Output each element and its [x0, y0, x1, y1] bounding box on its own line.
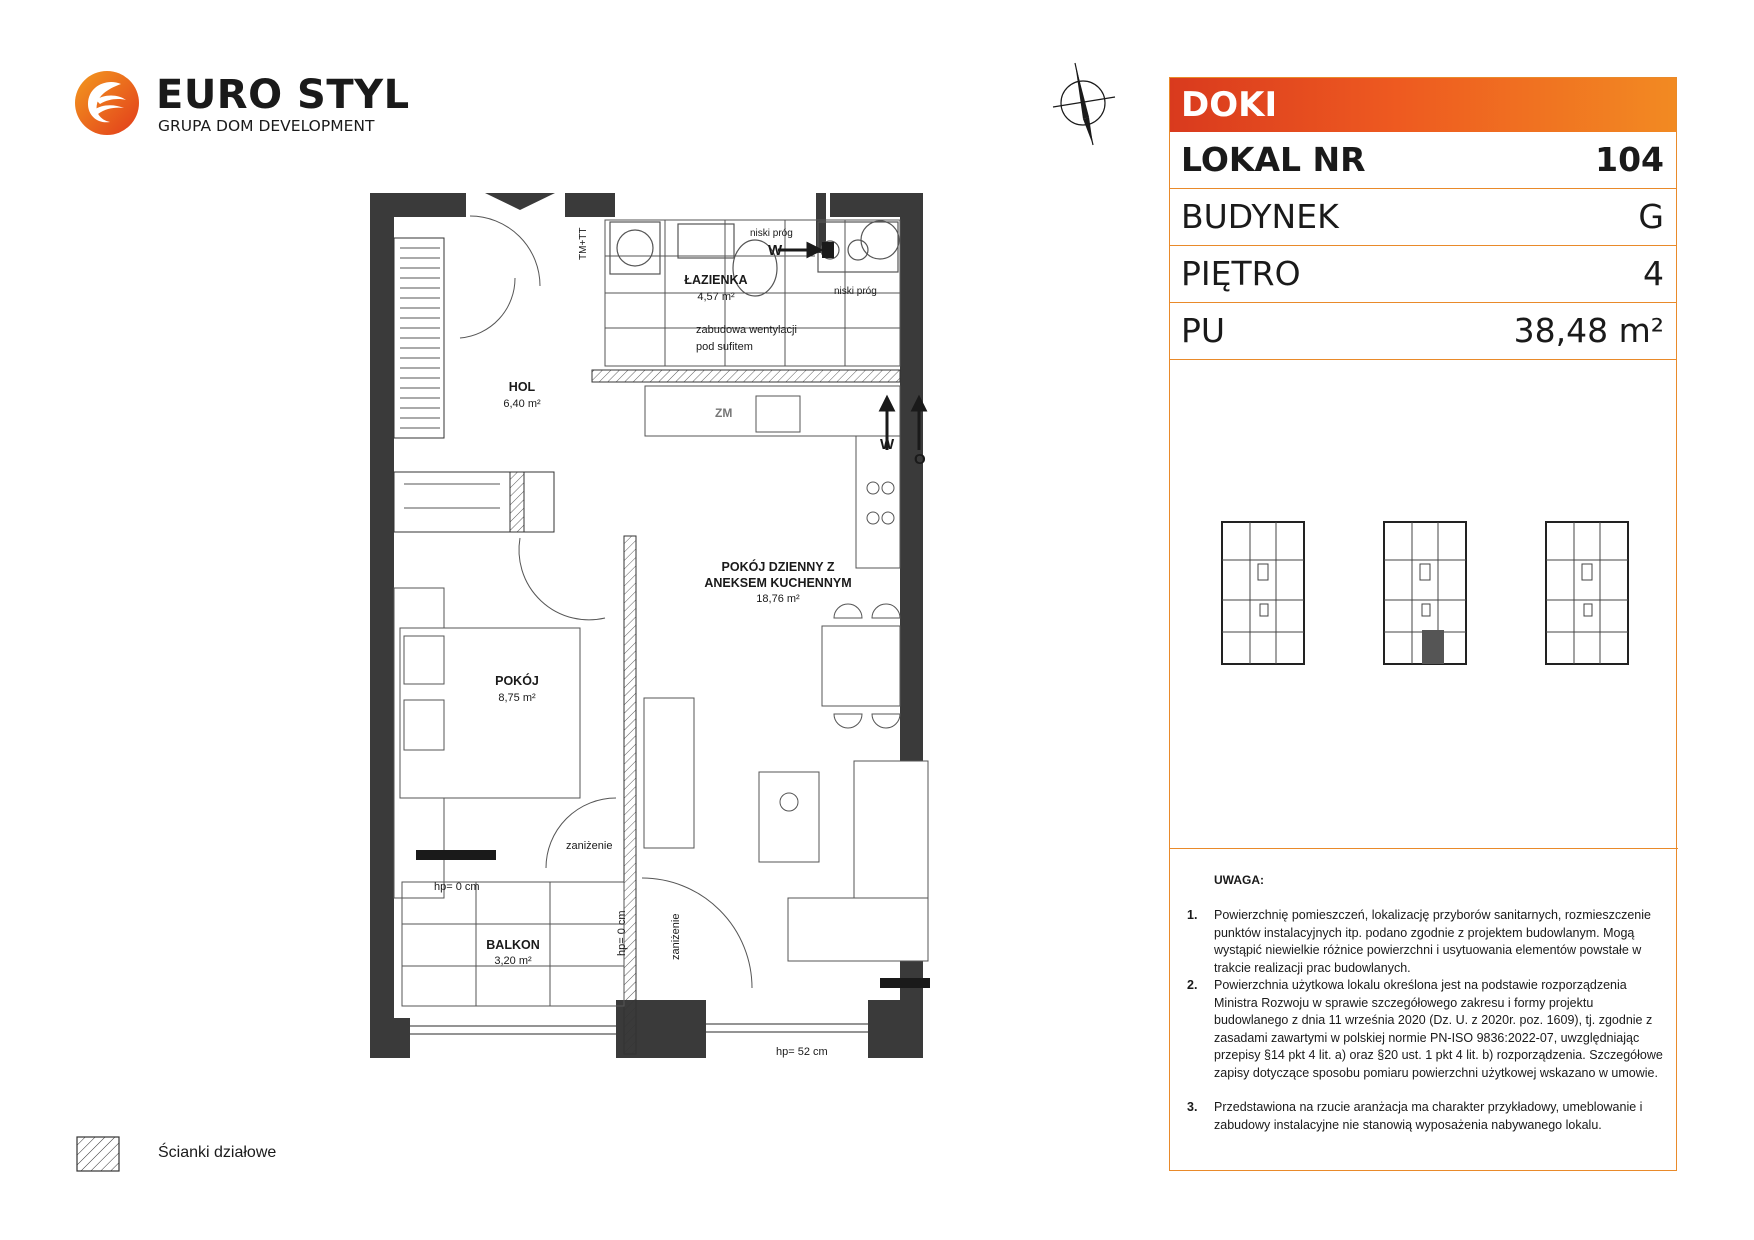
note-zanizenie-1: zaniżenie [566, 840, 613, 852]
note-w-2: W [880, 436, 895, 453]
notes-title: UWAGA: [1214, 873, 1264, 887]
note-zabudowa-1: zabudowa wentylacji [696, 324, 797, 336]
hatch-swatch-icon [76, 1136, 120, 1172]
note-item [1187, 977, 1664, 1082]
brand-name: EURO STYL [156, 72, 410, 118]
floor-plan [360, 188, 970, 1068]
note-number: 3. [1187, 1100, 1198, 1114]
note-number: 1. [1187, 908, 1198, 922]
info-value-pu: 38,48 m² [1513, 311, 1664, 350]
note-niski-prog-1: niski próg [750, 228, 793, 239]
note-number: 2. [1187, 978, 1198, 992]
note-item [1187, 907, 1664, 977]
brand-subtitle: GRUPA DOM DEVELOPMENT [158, 117, 375, 135]
room-lazienka-name: ŁAZIENKA [684, 273, 748, 287]
note-o-1: O [914, 451, 926, 468]
note-tm-tt: TM+TT [578, 227, 589, 260]
note-niski-prog-2: niski próg [834, 286, 877, 297]
note-zanizenie-2: zaniżenie [670, 913, 682, 960]
info-label-budynek: BUDYNEK [1181, 197, 1339, 236]
note-hp-52: hp= 52 cm [776, 1046, 828, 1058]
info-value-lokal: 104 [1595, 140, 1664, 179]
note-text: Powierzchnię pomieszczeń, lokalizację przyborów sanitarnych, rozmieszczenie punktów instalacyjnych itp. podano zgodnie z projektem budowlanym. Mogą wystąpić niewielkie różnice powierzchni i usytuowania elementów powstałe w trakcie realizacji prac budowlanych. [1214, 908, 1651, 975]
north-arrow-icon [1045, 55, 1125, 150]
room-hol-area: 6,40 m² [503, 398, 541, 410]
room-pokoj-dzienny-name-1: POKÓJ DZIENNY Z [721, 560, 835, 574]
euro-styl-logo-icon [74, 70, 140, 136]
info-label-pietro: PIĘTRO [1181, 254, 1301, 293]
legend-label: Ścianki działowe [158, 1144, 277, 1161]
room-pokoj-dzienny-area: 18,76 m² [756, 593, 800, 605]
room-pokoj-area: 8,75 m² [498, 692, 536, 704]
logo [74, 70, 410, 140]
room-balkon-name: BALKON [486, 938, 540, 952]
note-text: Powierzchnia użytkowa lokalu określona jest na podstawie rozporządzenia Ministra Rozwoju w sprawie szczegółowego zakresu i formy projektu budowlanego z dnia 11 września 2020 (Dz. U. z 2020r. poz. 1609), tj. zgodnie z zasadami zawartymi w polskiej normie PN-ISO 9836:2022-07, uwzględniając przepisy §14 pkt 4 lit. a) oraz §20 ust. 1 pkt 4 lit. b) rozporządzenia. Szczegółowe zapisy dotyczące sposobu pomiaru powierzchni użytkowej wskazano w umowie. [1214, 978, 1663, 1080]
info-row-lokal [1170, 132, 1676, 189]
room-balkon-area: 3,20 m² [494, 955, 532, 967]
note-w-1: W [768, 242, 783, 259]
floor-plan-drawing [360, 188, 970, 1068]
room-pokoj-dzienny-name-2: ANEKSEM KUCHENNYM [704, 576, 852, 590]
notes-section [1170, 848, 1678, 1171]
note-hp-0-1: hp= 0 cm [434, 881, 480, 893]
info-value-pietro: 4 [1643, 254, 1664, 293]
room-hol-name: HOL [508, 380, 536, 394]
info-row-pu [1170, 303, 1676, 360]
info-row-pietro [1170, 246, 1676, 303]
room-pokoj-name: POKÓJ [495, 674, 539, 688]
info-row-budynek [1170, 189, 1676, 246]
note-zm: ZM [715, 406, 733, 420]
info-label-pu: PU [1181, 311, 1226, 350]
info-label-lokal: LOKAL NR [1181, 140, 1366, 179]
note-zabudowa-2: pod sufitem [696, 341, 753, 353]
apartment-info-panel [1169, 77, 1677, 1171]
investment-name: DOKI [1170, 78, 1676, 132]
building-plan-thumbnail-2-icon [1382, 520, 1468, 666]
note-item [1187, 1099, 1664, 1134]
info-value-budynek: G [1638, 197, 1664, 236]
note-text: Przedstawiona na rzucie aranżacja ma charakter przykładowy, umeblowanie i zabudowy instalacyjne nie stanowią wyposażenia nabywanego lokalu. [1214, 1100, 1643, 1132]
note-hp-0-2: hp= 0 cm [616, 910, 628, 956]
building-plan-thumbnail-1-icon [1220, 520, 1306, 666]
room-lazienka-area: 4,57 m² [697, 291, 735, 303]
building-plan-thumbnail-3-icon [1544, 520, 1630, 666]
building-thumbnails [1170, 520, 1678, 670]
